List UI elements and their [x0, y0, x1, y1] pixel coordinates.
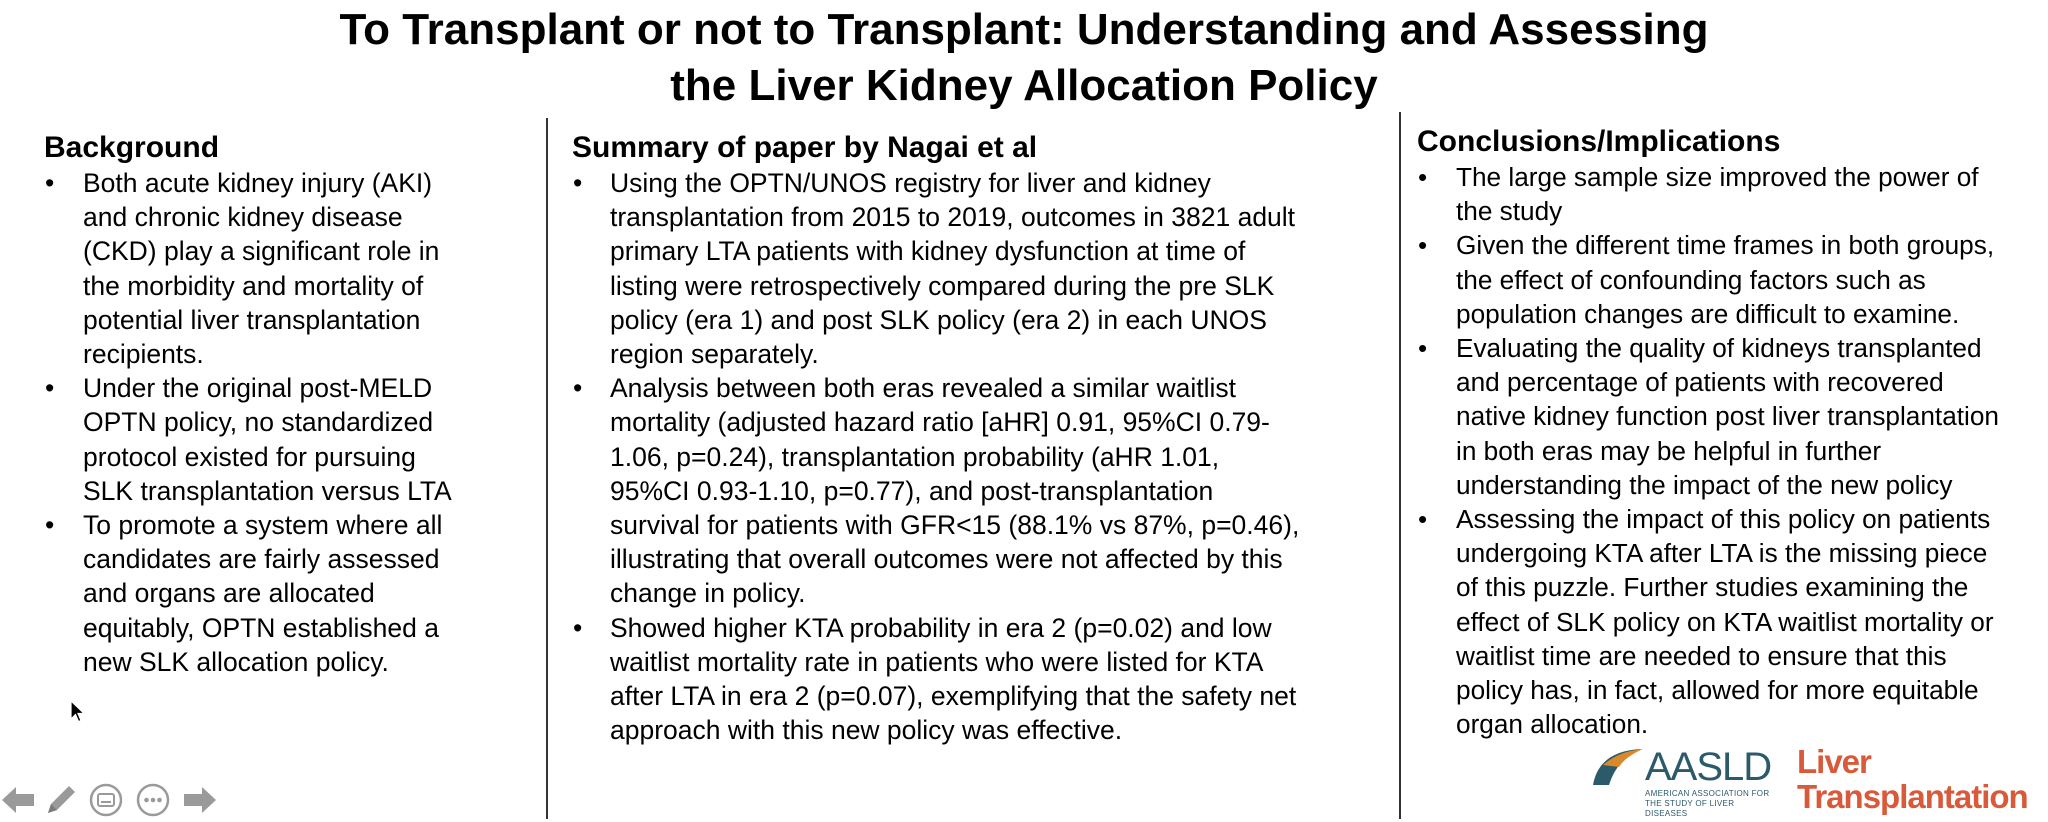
- bullet-line: candidates are fairly assessed: [83, 544, 440, 575]
- summary-bullet: [572, 611, 1372, 748]
- bullet-line: change in policy.: [610, 578, 806, 609]
- bullet-line: SLK transplantation versus LTA: [83, 475, 452, 506]
- summary-list: [572, 166, 1372, 747]
- bullet-line: survival for patients with GFR<15 (88.1% vs 87%, p=0.46),: [610, 510, 1300, 541]
- previous-slide-button[interactable]: [0, 783, 36, 817]
- bullet-line: • Assessing the impact of this policy on patients: [1456, 504, 1991, 535]
- conclusions-bullet: [1417, 160, 2048, 228]
- subtitles-icon: [88, 783, 124, 817]
- pen-icon: [42, 783, 78, 817]
- background-bullet: [44, 371, 514, 508]
- bullet-line: the morbidity and mortality of: [83, 270, 424, 301]
- background-section: [44, 130, 514, 679]
- background-list: [44, 166, 514, 679]
- bullet-line: and organs are allocated: [83, 578, 375, 609]
- aasld-logo: [1589, 745, 1772, 818]
- liver-transplantation-logo: [1797, 744, 2028, 814]
- bullet-line: • To promote a system where all: [83, 510, 443, 541]
- subtitles-button[interactable]: [88, 783, 124, 817]
- next-slide-button[interactable]: [182, 783, 218, 817]
- bullet-line: new SLK allocation policy.: [83, 646, 389, 677]
- liver-transplantation-line: Transplantation: [1797, 778, 2028, 815]
- aasld-subtitle-line: THE STUDY OF LIVER DISEASES: [1645, 799, 1735, 818]
- liver-transplantation-line: Liver: [1797, 743, 1871, 780]
- title-line-1: To Transplant or not to Transplant: Understanding and Assessing: [339, 5, 1709, 54]
- bullet-line: and chronic kidney disease: [83, 202, 403, 233]
- summary-heading: Summary of paper by Nagai et al: [572, 131, 1038, 164]
- bullet-line: transplantation from 2015 to 2019, outcomes in 3821 adult: [610, 202, 1296, 233]
- summary-bullet: [572, 371, 1372, 610]
- bullet-line: protocol existed for pursuing: [83, 441, 416, 472]
- background-heading: Background: [44, 131, 220, 164]
- background-bullet: [44, 508, 514, 679]
- bullet-line: policy has, in fact, allowed for more equitable: [1456, 675, 1979, 706]
- aasld-subtitle-line: AMERICAN ASSOCIATION FOR: [1645, 789, 1770, 798]
- bullet-line: the study: [1456, 196, 1563, 227]
- mouse-cursor-icon: [70, 700, 86, 729]
- conclusions-heading: Conclusions/Implications: [1417, 125, 1781, 158]
- summary-section: [572, 130, 1372, 747]
- conclusions-list: [1417, 160, 2048, 741]
- more-options-button[interactable]: [135, 783, 171, 817]
- background-bullet: [44, 166, 514, 371]
- bullet-line: OPTN policy, no standardized: [83, 407, 434, 438]
- next-slide-icon: [182, 783, 218, 817]
- pen-tool-button[interactable]: [42, 783, 78, 817]
- bullet-line: • Analysis between both eras revealed a similar waitlist: [610, 373, 1236, 404]
- bullet-line: primary LTA patients with kidney dysfunction at time of: [610, 236, 1246, 267]
- bullet-line: (CKD) play a significant role in: [83, 236, 440, 267]
- bullet-line: effect of SLK policy on KTA waitlist mortality or: [1456, 606, 1994, 637]
- bullet-line: potential liver transplantation: [83, 304, 421, 335]
- bullet-line: native kidney function post liver transplantation: [1456, 401, 1999, 432]
- bullet-line: population changes are difficult to examine.: [1456, 298, 1960, 329]
- column-divider-right: [1399, 112, 1401, 819]
- previous-slide-icon: [0, 783, 36, 817]
- bullet-line: of this puzzle. Further studies examining the: [1456, 572, 1969, 603]
- bullet-line: • The large sample size improved the power of: [1456, 162, 1979, 192]
- bullet-line: recipients.: [83, 339, 204, 370]
- bullet-line: • Showed higher KTA probability in era 2 (p=0.02) and low: [610, 612, 1272, 643]
- conclusions-bullet: [1417, 228, 2048, 331]
- title-line-2: the Liver Kidney Allocation Policy: [670, 61, 1378, 110]
- conclusions-bullet: [1417, 331, 2048, 502]
- bullet-line: illustrating that overall outcomes were not affected by this: [610, 544, 1283, 575]
- bullet-line: mortality (adjusted hazard ratio [aHR] 0.91, 95%CI 0.79-: [610, 407, 1270, 438]
- bullet-line: approach with this new policy was effective.: [610, 715, 1123, 746]
- bullet-line: 95%CI 0.93-1.10, p=0.77), and post-transplantation: [610, 475, 1214, 506]
- bullet-line: 1.06, p=0.24), transplantation probability (aHR 1.01,: [610, 441, 1220, 472]
- bullet-line: • Given the different time frames in both groups,: [1456, 230, 1995, 261]
- bullet-line: in both eras may be helpful in further: [1456, 435, 1882, 466]
- bullet-line: region separately.: [610, 339, 819, 370]
- bullet-line: waitlist time are needed to ensure that this: [1456, 640, 1947, 671]
- bullet-line: and percentage of patients with recovered: [1456, 367, 1944, 398]
- slide-title: [0, 2, 2048, 114]
- bullet-line: undergoing KTA after LTA is the missing piece: [1456, 538, 1988, 569]
- summary-bullet: [572, 166, 1372, 371]
- bullet-line: listing were retrospectively compared during the pre SLK: [610, 270, 1275, 301]
- more-options-icon: [135, 783, 171, 817]
- conclusions-bullet: [1417, 502, 2048, 741]
- aasld-wordmark: AASLD: [1645, 745, 1772, 789]
- column-divider-left: [546, 118, 548, 819]
- aasld-swoosh-icon: [1589, 745, 1647, 791]
- bullet-line: organ allocation.: [1456, 709, 1649, 740]
- bullet-line: • Under the original post-MELD: [83, 373, 433, 404]
- bullet-line: policy (era 1) and post SLK policy (era 2) in each UNOS: [610, 304, 1267, 335]
- bullet-line: • Using the OPTN/UNOS registry for liver and kidney: [610, 168, 1211, 198]
- bullet-line: • Both acute kidney injury (AKI): [83, 168, 433, 198]
- bullet-line: after LTA in era 2 (p=0.07), exemplifying that the safety net: [610, 681, 1297, 712]
- conclusions-section: [1417, 124, 2048, 741]
- aasld-subtitle: [1645, 789, 1772, 819]
- bullet-line: waitlist mortality rate in patients who were listed for KTA: [610, 646, 1264, 677]
- slideshow-toolbar: [0, 779, 230, 819]
- bullet-line: equitably, OPTN established a: [83, 612, 439, 643]
- bullet-line: • Evaluating the quality of kidneys transplanted: [1456, 333, 1982, 364]
- bullet-line: understanding the impact of the new policy: [1456, 469, 1953, 500]
- bullet-line: the effect of confounding factors such as: [1456, 264, 1926, 295]
